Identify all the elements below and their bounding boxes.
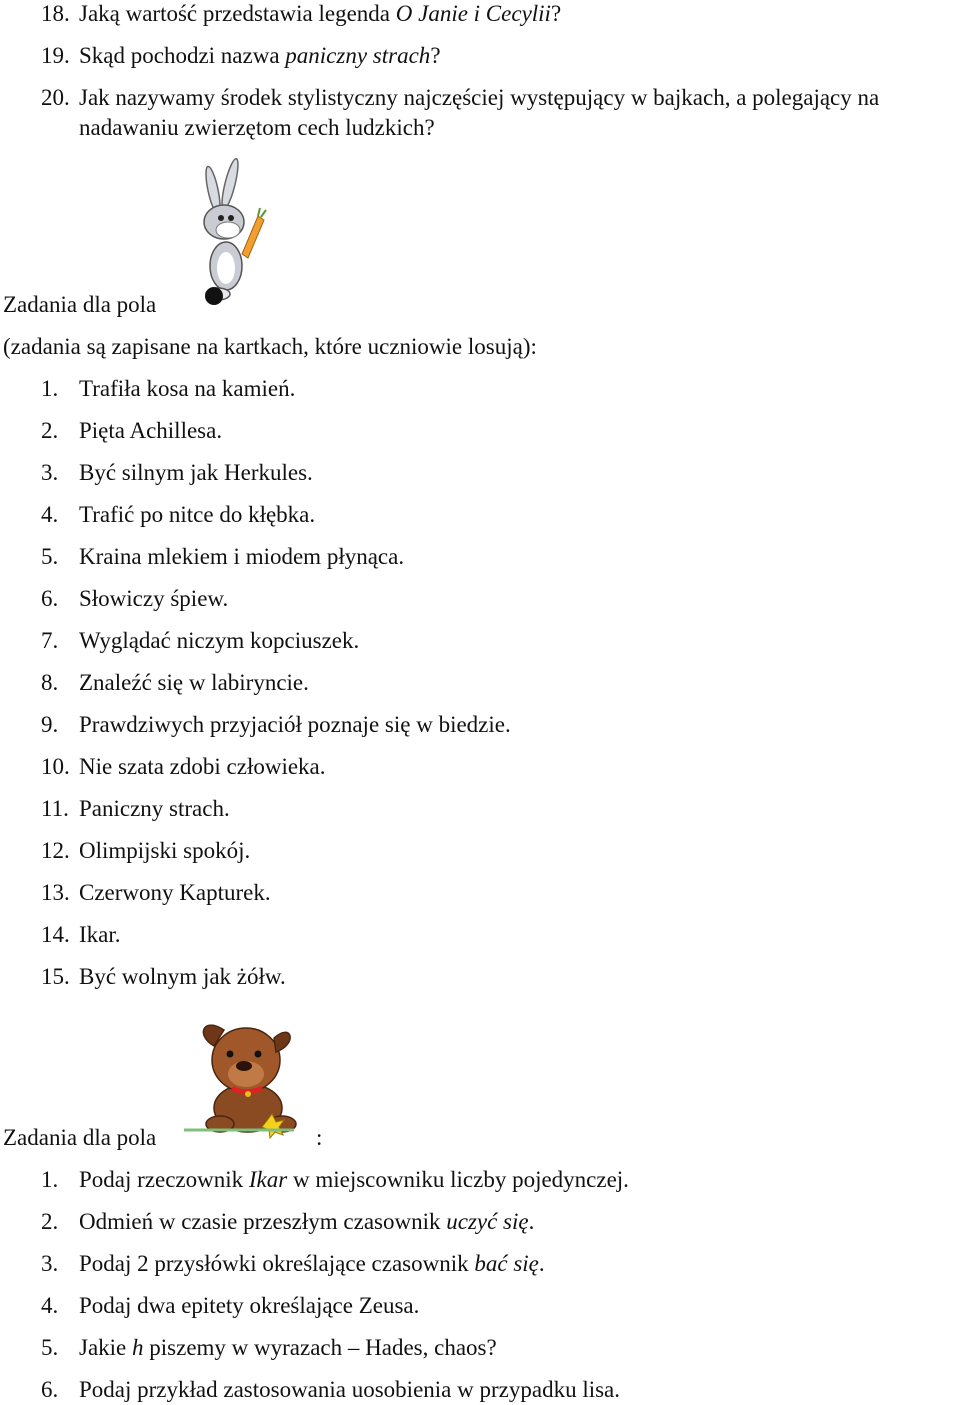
question-text: nadawaniu zwierzętom cech ludzkich? xyxy=(79,115,435,140)
question-text: Skąd pochodzi nazwa xyxy=(79,43,286,68)
puppy-dog-icon xyxy=(184,1008,310,1146)
question-emphasis: paniczny strach xyxy=(285,43,431,68)
question-number: 20. xyxy=(41,85,70,110)
question-emphasis: O Janie i Cecylii xyxy=(395,1,551,26)
question-text: Jaką wartość przedstawia legenda xyxy=(79,1,396,26)
question-text: Jak nazywamy środek stylistyczny najczęściej występujący w bajkach, a polegający na xyxy=(79,85,880,110)
question-number: 19. xyxy=(41,43,70,68)
question-number: 18. xyxy=(41,1,70,26)
bunny-with-carrot-icon xyxy=(188,150,268,310)
